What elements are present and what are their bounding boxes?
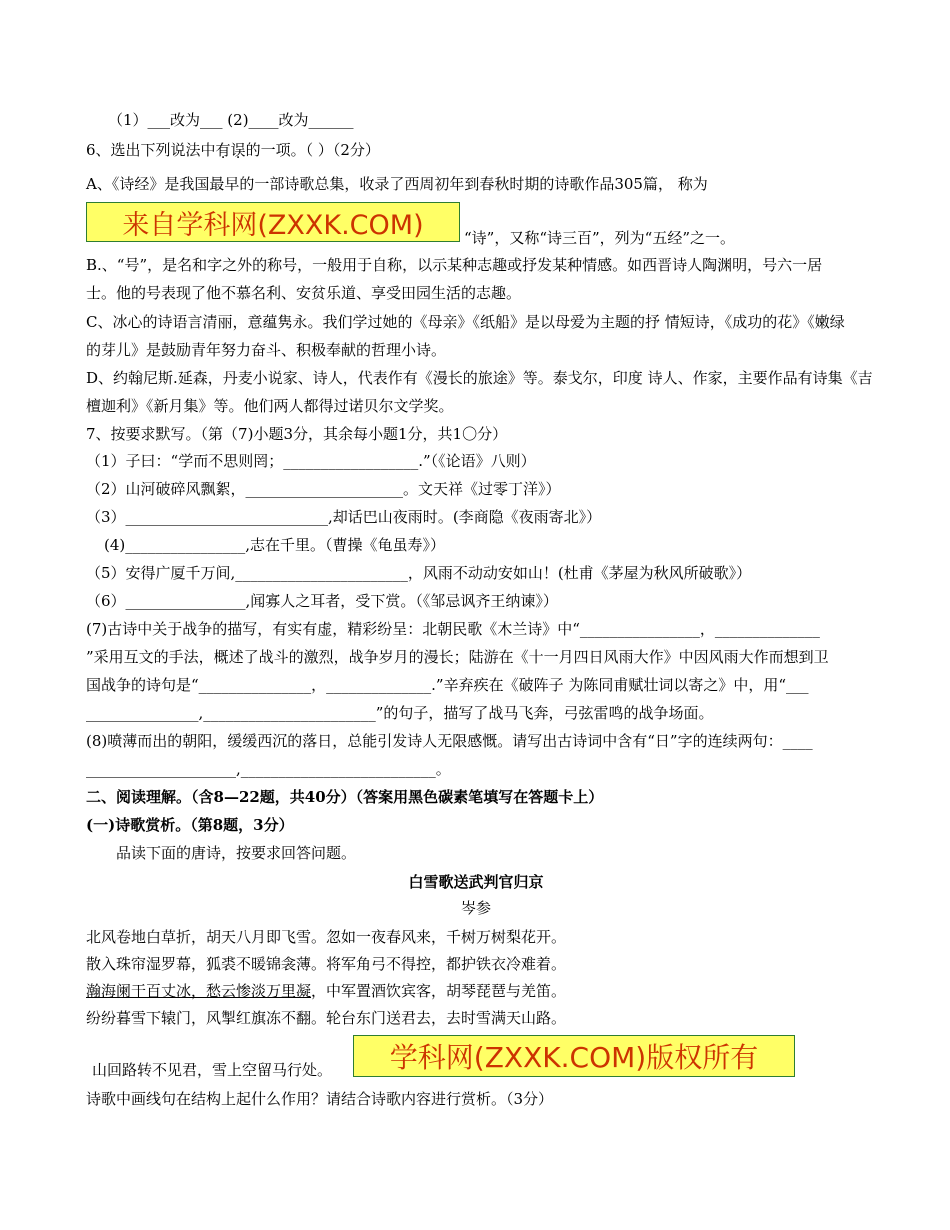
section2-title: 二、阅读理解。（含8—22题，共40分）（答案用黑色碳素笔填写在答题卡上） [86, 788, 604, 806]
q7-item-8-line2: ____________________,__________________________。 [86, 760, 451, 778]
q7-item-6: （6）________________,闻寡人之耳者，受下赏。（《邹忌讽齐王纳谏》） [86, 592, 558, 610]
poem-title: 白雪歌送武判官归京 [408, 873, 544, 891]
section2-subtitle: (一)诗歌赏析。（第8题，3分） [86, 816, 294, 834]
q6-option-b-line1: B.、“号”，是名和字之外的称号，一般用于自称，以示某种志趣或抒发某种情感。如西晋诗人陶渊明，号六一居 [86, 256, 823, 274]
poem-underlined-lines: 瀚海阑干百丈冰，愁云惨淡万里凝 [86, 982, 312, 1000]
fill-line: （1）___改为___ (2)____改为______ [108, 111, 354, 129]
q6-option-a-line2: “诗”，又称“诗三百”，列为“五经”之一。 [464, 229, 736, 247]
section2-intro: 品读下面的唐诗，按要求回答问题。 [116, 844, 357, 862]
poem-line-3-rest: ，中军置酒饮宾客，胡琴琵琶与羌笛。 [311, 982, 567, 1000]
q7-item-4: (4)________________,志在千里。（曹操《龟虽寿》） [104, 536, 446, 554]
q7-title: 7、按要求默写。（第（7)小题3分，其余每小题1分，共1〇分） [86, 425, 508, 443]
q7-item-2: （2）山河破碎风飘絮，_____________________。文天祥《过零丁洋》） [86, 480, 561, 498]
watermark-text-1: 来自学科网(ZXXK.COM) [122, 209, 424, 241]
q6-option-d-line2: 檀迦利》《新月集》等。他们两人都得过诺贝尔文学奖。 [86, 397, 454, 415]
q7-item-5: （5）安得广厦千万间,_______________________，风雨不动动安如山！(杜甫《茅屋为秋风所破歌》） [86, 564, 752, 582]
q7-item-7-line2: ”采用互文的手法，概述了战斗的激烈，战争岁月的漫长；陆游在《十一月四日风雨大作》中因风雨大作而想到卫 [86, 648, 829, 666]
q7-item-3: （3）___________________________,却话巴山夜雨时。(李商隐《夜雨寄北》） [86, 508, 602, 526]
poem-line-1: 北风卷地白草折，胡天八月即飞雪。忽如一夜春风来，千树万树梨花开。 [86, 928, 567, 946]
poem-line-5: 山回路转不见君，雪上空留马行处。 [92, 1061, 333, 1079]
q6-stem [86, 140, 866, 160]
q7-item-7-line3: 国战争的诗句是“_______________，______________.”辛弃疾在《破阵子 为陈同甫赋壮词以寄之》中，用“___ [86, 676, 809, 694]
poem-line-4: 纷纷暮雪下辕门，风掣红旗冻不翻。轮台东门送君去，去时雪满天山路。 [86, 1009, 567, 1027]
emphasis-char-2: 误 [230, 141, 246, 159]
q6-option-b-line2: 士。他的号表现了他不慕名利、安贫乐道、享受田园生活的志趣。 [86, 284, 522, 302]
q6-option-c-line2: 的芽儿》是鼓励青年努力奋斗、积极奉献的哲理小诗。 [86, 341, 447, 359]
poem-question: 诗歌中画线句在结构上起什么作用？请结合诗歌内容进行赏析。（3分） [86, 1090, 554, 1108]
watermark-logo-1 [86, 202, 460, 242]
watermark-text-2: 学科网(ZXXK.COM)版权所有 [389, 1041, 759, 1074]
q6-option-c-line1: C、冰心的诗语言清丽，意蕴隽永。我们学过她的《母亲》《纸船》是以母爱为主题的抒 情短诗，《成功的花》《嫩绿 [86, 313, 845, 331]
q6-option-d-line1: D、约翰尼斯.延森，丹麦小说家、诗人，代表作有《漫长的旅途》等。泰戈尔，印度 诗人、作家，主要作品有诗集《吉 [86, 369, 873, 387]
q7-item-1: （1）子曰：“学而不思则罔；__________________.”（《论语》八则） [86, 452, 536, 470]
poem-line-3 [86, 981, 866, 1001]
q6-stem-b: 的一项。（ ）（2分） [245, 141, 380, 159]
emphasis-char-1: 有 [215, 141, 231, 159]
q7-item-7-line4: _______________,_______________________”的句子，描写了战马飞奔，弓弦雷鸣的战争场面。 [86, 704, 714, 722]
q6-stem-a: 6、选出下列说法中 [86, 141, 216, 159]
watermark-logo-2 [353, 1035, 795, 1077]
poem-author: 岑参 [460, 899, 491, 917]
poem-line-2: 散入珠帘湿罗幕，狐裘不暖锦衾薄。将军角弓不得控，都护铁衣冷难着。 [86, 955, 567, 973]
q7-item-8-line1: (8)喷薄而出的朝阳，缓缓西沉的落日，总能引发诗人无限感慨。请写出古诗词中含有“日”字的连续两句：____ [86, 732, 813, 750]
q6-option-a-line1: A、《诗经》是我国最早的一部诗歌总集，收录了西周初年到春秋时期的诗歌作品305篇， 称为 [86, 175, 708, 193]
q7-item-7-line1: (7)古诗中关于战争的描写，有实有虚，精彩纷呈：北朝民歌《木兰诗》中“________________，______________ [86, 620, 820, 638]
